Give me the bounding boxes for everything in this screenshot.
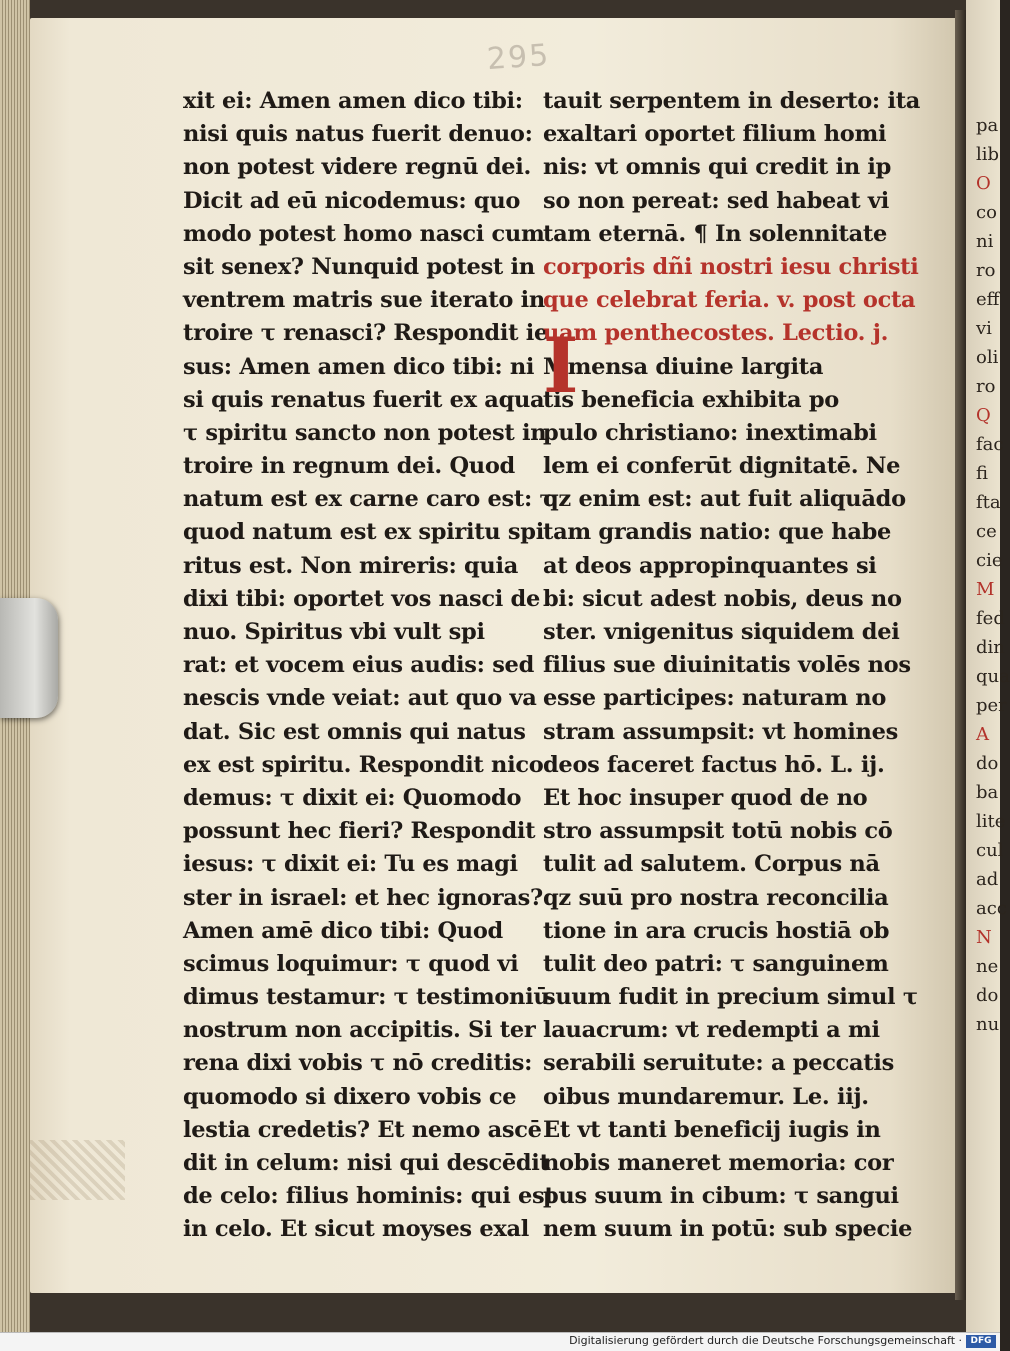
- text-line: lem ei conferūt dignitatē. Ne: [543, 453, 901, 480]
- right-page-fragment: ce: [976, 521, 997, 542]
- text-line: tulit deo patri: τ sanguinem: [543, 950, 889, 977]
- right-page-fragment: O: [976, 173, 991, 194]
- text-line: ritus est. Non mireris: quia: [183, 552, 519, 579]
- text-line: tauit serpentem in deserto: ita: [543, 88, 921, 114]
- right-page-fragment: lite: [976, 811, 1006, 832]
- text-line: so non pereat: sed habeat vi: [543, 187, 889, 214]
- right-page-fragment: do: [976, 985, 999, 1006]
- right-page-fragment: do: [976, 753, 999, 774]
- text-line: si quis renatus fuerit ex aqua: [183, 386, 545, 413]
- text-line: at deos appropinquantes si: [543, 552, 877, 579]
- right-page-fragment: ni: [976, 231, 994, 252]
- right-page-fragment: cul: [976, 840, 1004, 861]
- text-line: scimus loquimur: τ quod vi: [183, 950, 519, 977]
- text-line: ex est spiritu. Respondit nico: [183, 751, 544, 778]
- footer-bar: [0, 1332, 1000, 1351]
- text-line: natum est ex carne caro est: τ: [183, 486, 555, 513]
- text-line: uam penthecostes. Lectio. j.: [543, 320, 889, 347]
- right-page-fragment: ro: [976, 376, 996, 397]
- right-page-fragment: ba: [976, 782, 999, 803]
- right-page-fragment: fta: [976, 492, 1001, 513]
- text-line: suum fudit in precium simul τ: [543, 984, 918, 1011]
- text-line: iesus: τ dixit ei: Tu es magi: [183, 851, 518, 878]
- text-line: tis beneficia exhibita po: [543, 386, 840, 413]
- text-line: ster in israel: et hec ignoras?: [183, 884, 543, 911]
- text-line: dimus testamur: τ testimoniū: [183, 984, 550, 1011]
- right-page-fragment: oli: [976, 347, 999, 368]
- text-line: esse participes: naturam no: [543, 685, 887, 712]
- text-line: oibus mundaremur. Le. iij.: [543, 1083, 869, 1110]
- text-line: ventrem matris sue iterato in: [183, 287, 545, 314]
- right-page-fragment: qua: [976, 666, 1010, 687]
- right-page-fragment: Q: [976, 405, 991, 426]
- text-line: rena dixi vobis τ nō creditis:: [183, 1050, 533, 1077]
- right-page-fragment: fed: [976, 608, 1005, 629]
- footer-credit: Digitalisierung gefördert durch die Deutsche Forschungsgemeinschaft ·: [569, 1334, 962, 1347]
- right-page-fragment: ro: [976, 260, 996, 281]
- right-page-fragment: ad: [976, 869, 999, 890]
- right-page-fragment: acc: [976, 898, 1007, 919]
- text-line: bi: sicut adest nobis, deus no: [543, 585, 902, 612]
- right-page-fragment: eff: [976, 289, 1000, 310]
- text-line: tulit ad salutem. Corpus nā: [543, 851, 880, 878]
- pencil-folio-number: 295: [485, 37, 552, 78]
- text-line: possunt hec fieri? Respondit: [183, 818, 536, 845]
- text-line: de celo: filius hominis: qui est: [183, 1183, 555, 1210]
- text-column-left: [183, 85, 555, 1247]
- right-page-fragment: fac: [976, 434, 1004, 455]
- text-line: que celebrat feria. v. post octa: [543, 287, 916, 314]
- text-line: dat. Sic est omnis qui natus: [183, 718, 526, 745]
- text-line: nis: vt omnis qui credit in ip: [543, 154, 892, 181]
- text-line: nescis vnde veiat: aut quo va: [183, 685, 537, 712]
- book-clamp: [0, 598, 58, 718]
- right-page-fragment: lib: [976, 144, 1000, 165]
- text-line: nuo. Spiritus vbi vult spi: [183, 619, 485, 645]
- text-line: demus: τ dixit ei: Quomodo: [183, 784, 522, 811]
- text-line: nisi quis natus fuerit denuo:: [183, 121, 533, 148]
- text-column-right: [543, 85, 921, 1247]
- text-line: ster. vnigenitus siquidem dei: [543, 619, 900, 645]
- text-line: pulo christiano: inextimabi: [543, 419, 877, 446]
- text-line: troire in regnum dei. Quod: [183, 453, 515, 480]
- right-page-fragment: din: [976, 637, 1005, 658]
- dfg-logo: DFG: [966, 1335, 996, 1348]
- right-page-fragment: M: [976, 579, 995, 600]
- text-line: nobis maneret memoria: cor: [543, 1150, 894, 1176]
- text-line: corporis dñi nostri iesu christi: [543, 253, 919, 280]
- text-line: deos faceret factus hō. L. ij.: [543, 751, 885, 778]
- text-line: quomodo si dixero vobis ce: [183, 1083, 517, 1110]
- text-line: nostrum non accipitis. Si ter: [183, 1017, 536, 1044]
- text-line: rat: et vocem eius audis: sed: [183, 652, 535, 679]
- text-line: tam eternā. ¶ In solennitate: [543, 220, 888, 247]
- text-line: quod natum est ex spiritu spi: [183, 519, 544, 546]
- text-line: Amen amē dico tibi: Quod: [183, 917, 503, 944]
- right-page-fragment: co: [976, 202, 997, 223]
- text-line: Et hoc insuper quod de no: [543, 784, 868, 811]
- text-line: Et vt tanti beneficij iugis in: [543, 1116, 881, 1143]
- text-line: exaltari oportet filium homi: [543, 121, 887, 148]
- right-page-fragment: per: [976, 695, 1007, 716]
- text-line: qz suū pro nostra reconcilia: [543, 884, 889, 911]
- right-page-fragment: N: [976, 927, 992, 948]
- text-line: lauacrum: vt redempti a mi: [543, 1017, 880, 1044]
- text-line: qz enim est: aut fuit aliquādo: [543, 486, 906, 513]
- text-line: tam grandis natio: que habe: [543, 519, 892, 546]
- text-line: lestia credetis? Et nemo ascē: [183, 1116, 542, 1143]
- initial-letter: I: [543, 321, 579, 410]
- right-page-fragment: nu: [976, 1014, 1000, 1035]
- right-page-fragment: fi: [976, 463, 989, 484]
- text-line: filius sue diuinitatis volēs nos: [543, 652, 911, 679]
- text-line: dit in celum: nisi qui descēdit: [183, 1150, 550, 1176]
- text-line: xit ei: Amen amen dico tibi:: [183, 88, 523, 114]
- text-line: stram assumpsit: vt homines: [543, 718, 898, 745]
- right-page-fragment: cie: [976, 550, 1003, 571]
- text-line: nem suum in potū: sub specie: [543, 1216, 913, 1243]
- text-line: dixi tibi: oportet vos nasci de: [183, 585, 540, 612]
- text-line: serabili seruitute: a peccatis: [543, 1050, 895, 1077]
- text-line: non potest videre regnū dei.: [183, 154, 532, 181]
- text-line: sit senex? Nunquid potest in: [183, 253, 535, 280]
- text-line: τ spiritu sancto non potest in: [183, 419, 547, 446]
- text-line: modo potest homo nasci cum: [183, 220, 545, 247]
- text-line: troire τ renasci? Respondit ie: [183, 320, 548, 347]
- right-page-fragment: vi: [976, 318, 992, 339]
- text-line: stro assumpsit totū nobis cō: [543, 818, 893, 845]
- text-line: pus suum in cibum: τ sangui: [543, 1183, 899, 1210]
- paper-stain: [30, 1140, 125, 1200]
- right-page-fragment: ne: [976, 956, 999, 977]
- text-line: Mmensa diuine largita: [543, 353, 824, 380]
- text-line: in celo. Et sicut moyses exal: [183, 1216, 529, 1243]
- text-line: tione in ara crucis hostiā ob: [543, 917, 890, 944]
- right-page: [966, 0, 1010, 1332]
- right-page-fragment: pa: [976, 115, 999, 136]
- right-page-fragment: A: [976, 724, 989, 745]
- text-line: Dicit ad eū nicodemus: quo: [183, 187, 521, 214]
- text-line: sus: Amen amen dico tibi: ni: [183, 353, 535, 380]
